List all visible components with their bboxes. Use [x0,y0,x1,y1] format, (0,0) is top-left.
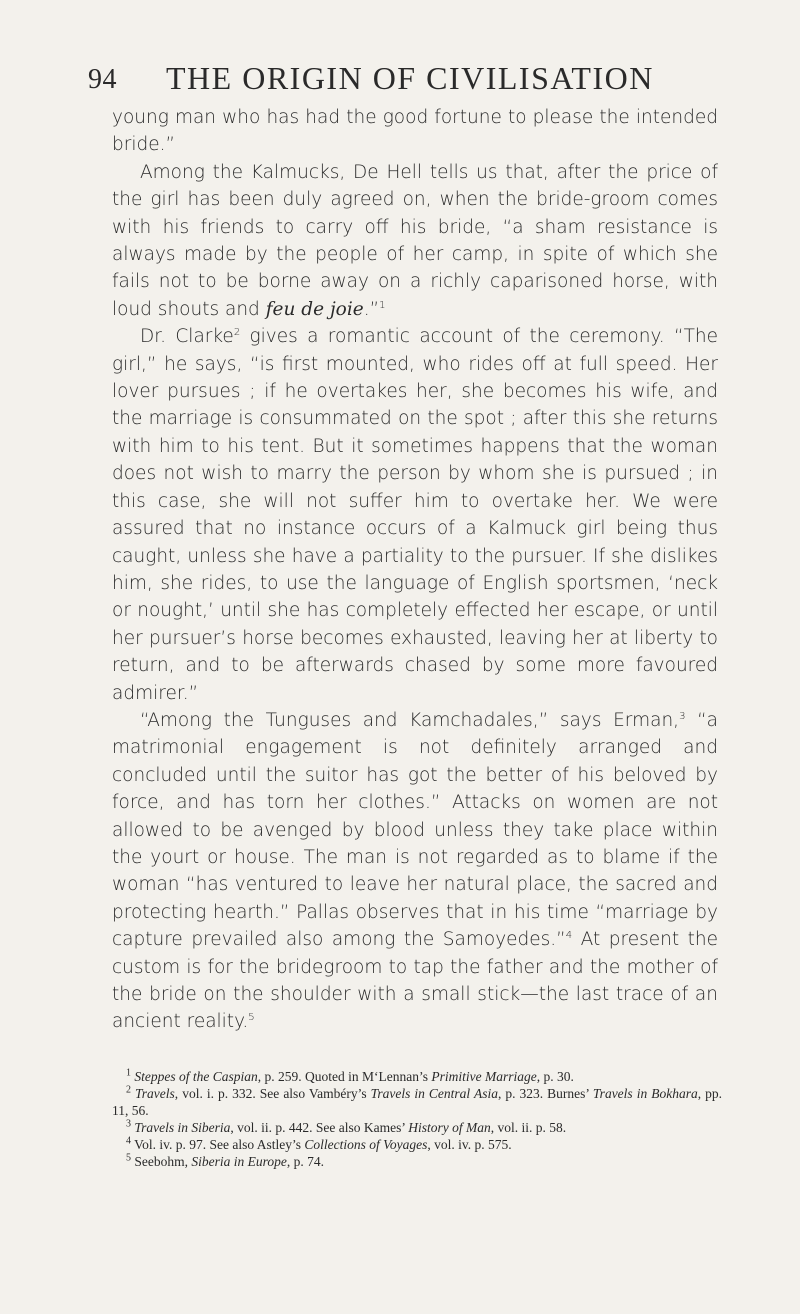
paragraph: Dr. Clarke$^2$ gives a romantic account of the ceremony. “The girl,” he says, “is first mounted, who rides off at full speed. Her lover pursues ; if he overtakes her, she becomes his wife, and the marriage is consummated on the spot ; after this she returns with him to his tent. But it sometimes happens that the woman does not wish to marry the person by whom she is pursued ; in this case, she will not suffer him to overtake her. We were assured that no instance occurs of a Kalmuck girl being thus caught, unless she have a partiality to the pursuer. If she dislikes him, she rides, to use the language of English sportsmen, ‘neck or nought,’ until she has completely effected her escape, or until her pursuer’s horse becomes exhausted, leaving her at liberty to return, and to be afterwards chased by some more favoured admirer.” [112,326,718,704]
paragraph: “Among the Tunguses and Kamchadales,” says Erman,$^3$ “a matrimonial engagement is not definitely arranged and concluded until the suitor has got the better of his beloved by force, and has torn her clothes.” Attacks on women are not allowed to be avenged by blood unless they take place within the yourt or house. The man is not regarded as to blame if the woman “has ventured to leave her natural place, the sacred and protecting hearth.” Pallas observes that in his time “marriage by capture prevailed also among the Samoyedes.”$^4$ At present the custom is for the bridegroom to tap the father and the mother of the bride on the shoulder with a small stick—the last trace of an ancient reality.$^5$ [112,709,718,1033]
footnote: $^5$ Seebohm, Siberia in Europe, p. 74. [126,1152,324,1169]
footnote-ref: 1 [379,299,386,311]
footnote-ref: 4 [565,930,573,942]
running-title: THE ORIGIN OF CIVILISATION [166,60,654,96]
footnote: $^2$ Travels, vol. i. p. 332. See also Vambéry’s Travels in Central Asia, p. 323. Burnes’ Travels in Bokhara, pp. 11, 56. [112,1084,723,1118]
paragraph: young man who has had the good fortune to please the intended bride.” [112,107,718,156]
footnote: $^4$ Vol. iv. p. 97. See also Astley’s Collections of Voyages, vol. iv. p. 575. [126,1135,512,1152]
footnote-ref: 2 [233,327,241,339]
footnote: $^3$ Travels in Siberia, vol. ii. p. 442. See also Kames’ History of Man, vol. ii. p. 58. [126,1118,567,1135]
paragraph: Among the Kalmucks, De Hell tells us that, after the price of the girl has been duly agreed on, when the bride-groom comes with his friends to carry off his bride, “a sham resistance is always made by the people of her camp, in spite of which she fails not to be borne away on a richly caparisoned horse, with loud shouts and feu de joie.”$^1$ [112,161,718,320]
footnote-ref: 5 [248,1012,255,1024]
page-header [88,58,728,98]
footnotes [112,1069,722,1170]
page-number: 94 [88,64,117,95]
italic-phrase: feu de joie [265,298,364,320]
footnote: $^1$ Steppes of the Caspian, p. 259. Quoted in M‘Lennan’s Primitive Marriage, p. 30. [126,1067,574,1084]
body-text [112,104,718,1036]
footnote-ref: 3 [679,710,686,722]
